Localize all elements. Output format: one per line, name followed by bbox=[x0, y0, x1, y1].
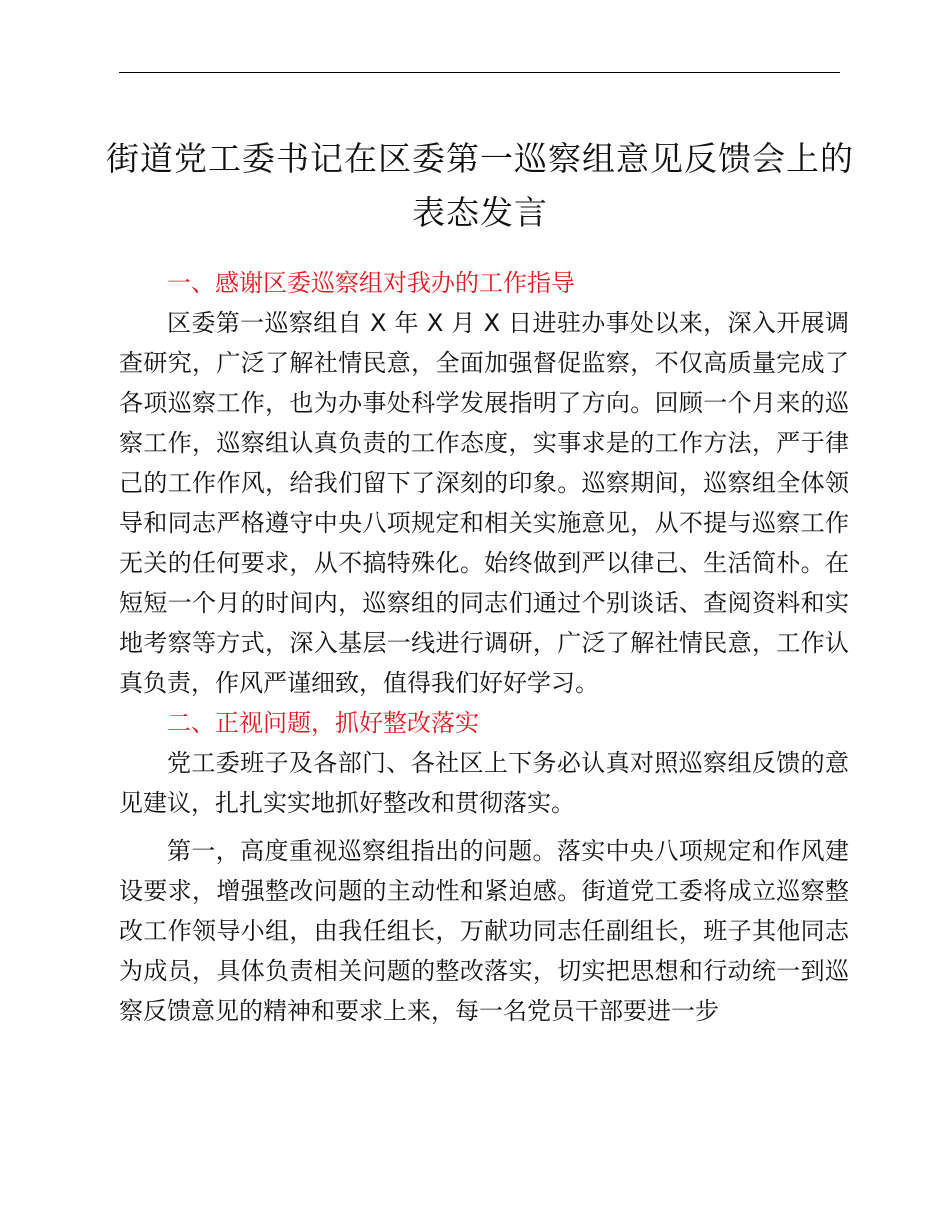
paragraph: 党工委班子及各部门、各社区上下务必认真对照巡察组反馈的意见建议，扎扎实实地抓好整改和贯彻落实。 bbox=[119, 749, 849, 817]
paragraph: 第一，高度重视巡察组指出的问题。落实中央八项规定和作风建设要求，增强整改问题的主动性和紧迫感。街道党工委将成立巡察整改工作领导小组，由我任组长，万献功同志任副组长，班子其他同志为成员，具体负责相关问题的整改落实，切实把思想和行动统一到巡察反馈意见的精神和要求上来，每一名党员干部要进一步 bbox=[119, 837, 849, 1025]
document-title: 街道党工委书记在区委第一巡察组意见反馈会上的表态发言 bbox=[106, 139, 854, 232]
paragraph: 区委第一巡察组自 X 年 X 月 X 日进驻办事处以来，深入开展调查研究，广泛了解社情民意，全面加强督促监察，不仅高质量完成了各项巡察工作，也为办事处科学发展指明了方向。回顾一个月来的巡察工作，巡察组认真负责的工作态度，实事求是的工作方法，严于律己的工作作风，给我们留下了深刻的印象。巡察期间，巡察组全体领导和同志严格遵守中央八项规定和相关实施意见，从不提与巡察工作无关的任何要求，从不搞特殊化。始终做到严以律己、生活简朴。在短短一个月的时间内，巡察组的同志们通过个别谈话、查阅资料和实地考察等方式，深入基层一线进行调研，广泛了解社情民意，工作认真负责，作风严谨细致，值得我们好好学习。 bbox=[119, 309, 849, 697]
document-body bbox=[119, 263, 849, 1031]
paragraph-gap bbox=[119, 823, 849, 831]
section-heading-2: 二、正视问题，抓好整改落实 bbox=[167, 709, 479, 737]
section-heading-1: 一、感谢区委巡察组对我办的工作指导 bbox=[167, 269, 575, 297]
header-rule bbox=[119, 72, 840, 73]
